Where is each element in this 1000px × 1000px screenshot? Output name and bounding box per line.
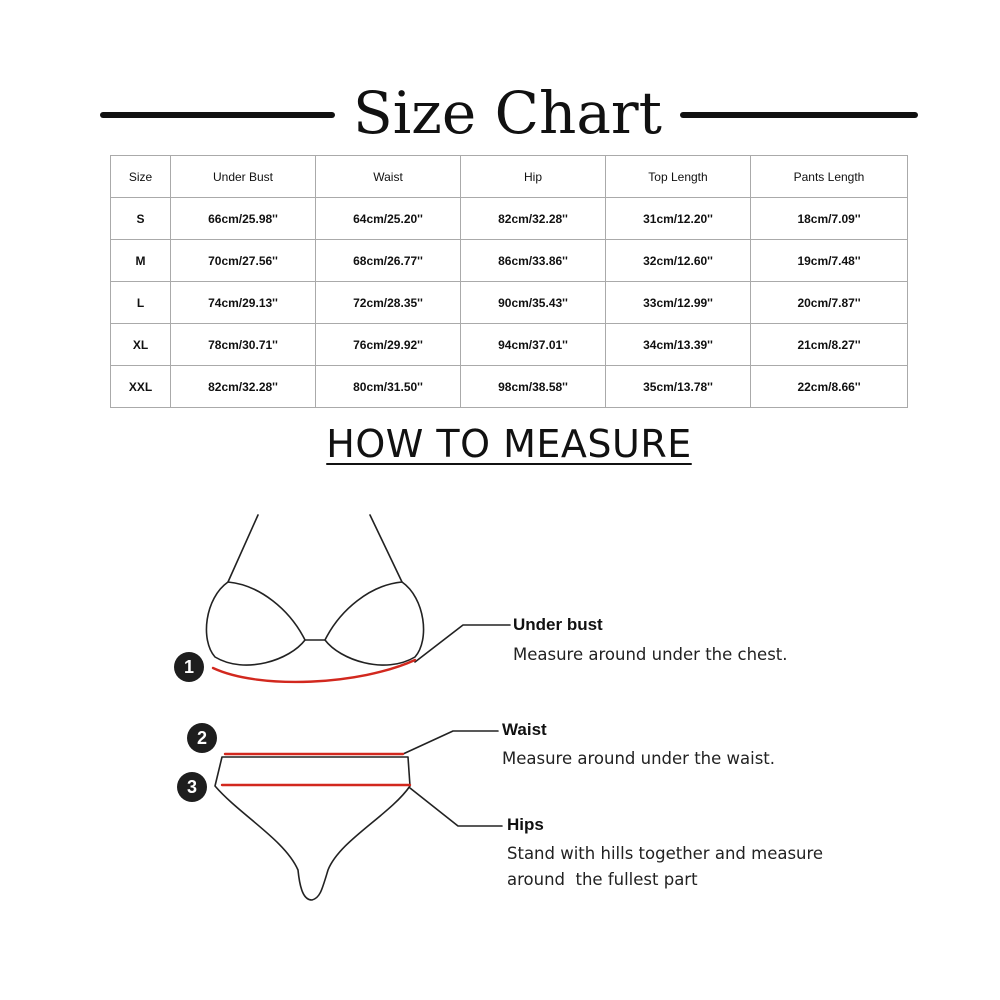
table-cell: 66cm/25.98'' (171, 198, 316, 240)
table-cell: 78cm/30.71'' (171, 324, 316, 366)
bra-strap-left (228, 515, 258, 582)
step-1-desc: Measure around under the chest. (513, 645, 788, 664)
table-cell: 21cm/8.27'' (751, 324, 908, 366)
table-cell: 19cm/7.48'' (751, 240, 908, 282)
table-cell: 98cm/38.58'' (461, 366, 606, 408)
table-cell: 18cm/7.09'' (751, 198, 908, 240)
page-title: Size Chart (353, 79, 662, 147)
header-waist: Waist (316, 156, 461, 198)
step-3-badge: 3 (177, 772, 207, 802)
step-2-badge: 2 (187, 723, 217, 753)
step-1-title: Under bust (513, 615, 603, 634)
bra-cup-right (325, 582, 424, 665)
size-cell: L (111, 282, 171, 324)
under-bust-measure-line (213, 660, 415, 682)
table-cell: 76cm/29.92'' (316, 324, 461, 366)
table-cell: 82cm/32.28'' (171, 366, 316, 408)
leader-waist (403, 731, 498, 754)
table-cell: 74cm/29.13'' (171, 282, 316, 324)
step-2-desc: Measure around under the waist. (502, 749, 776, 768)
table-cell: 72cm/28.35'' (316, 282, 461, 324)
table-cell: 33cm/12.99'' (606, 282, 751, 324)
header-hip: Hip (461, 156, 606, 198)
table-cell: 82cm/32.28'' (461, 198, 606, 240)
table-cell: 90cm/35.43'' (461, 282, 606, 324)
leader-hips (410, 788, 502, 826)
table-cell: 70cm/27.56'' (171, 240, 316, 282)
header-under-bust: Under Bust (171, 156, 316, 198)
table-cell: 68cm/26.77'' (316, 240, 461, 282)
table-cell: 32cm/12.60'' (606, 240, 751, 282)
header-pants-length: Pants Length (751, 156, 908, 198)
table-cell: 22cm/8.66'' (751, 366, 908, 408)
header-size: Size (111, 156, 171, 198)
table-cell: 64cm/25.20'' (316, 198, 461, 240)
step-3-desc-line-2: around the fullest part (507, 870, 698, 889)
table-cell: 86cm/33.86'' (461, 240, 606, 282)
leader-under-bust (415, 625, 510, 662)
table-cell: 35cm/13.78'' (606, 366, 751, 408)
table-cell: 20cm/7.87'' (751, 282, 908, 324)
size-cell: S (111, 198, 171, 240)
size-cell: XL (111, 324, 171, 366)
how-to-measure-heading: HOW TO MEASURE (326, 422, 692, 466)
size-cell: M (111, 240, 171, 282)
briefs-outline (215, 757, 410, 900)
bra-cup-left (206, 582, 305, 665)
size-cell: XXL (111, 366, 171, 408)
table-cell: 31cm/12.20'' (606, 198, 751, 240)
table-cell: 34cm/13.39'' (606, 324, 751, 366)
table-cell: 80cm/31.50'' (316, 366, 461, 408)
step-1-badge: 1 (174, 652, 204, 682)
step-3-title: Hips (507, 815, 544, 834)
step-3-desc-line-1: Stand with hills together and measure (507, 844, 824, 863)
header-top-length: Top Length (606, 156, 751, 198)
table-cell: 94cm/37.01'' (461, 324, 606, 366)
bra-strap-right (370, 515, 402, 582)
step-2-title: Waist (502, 720, 547, 739)
